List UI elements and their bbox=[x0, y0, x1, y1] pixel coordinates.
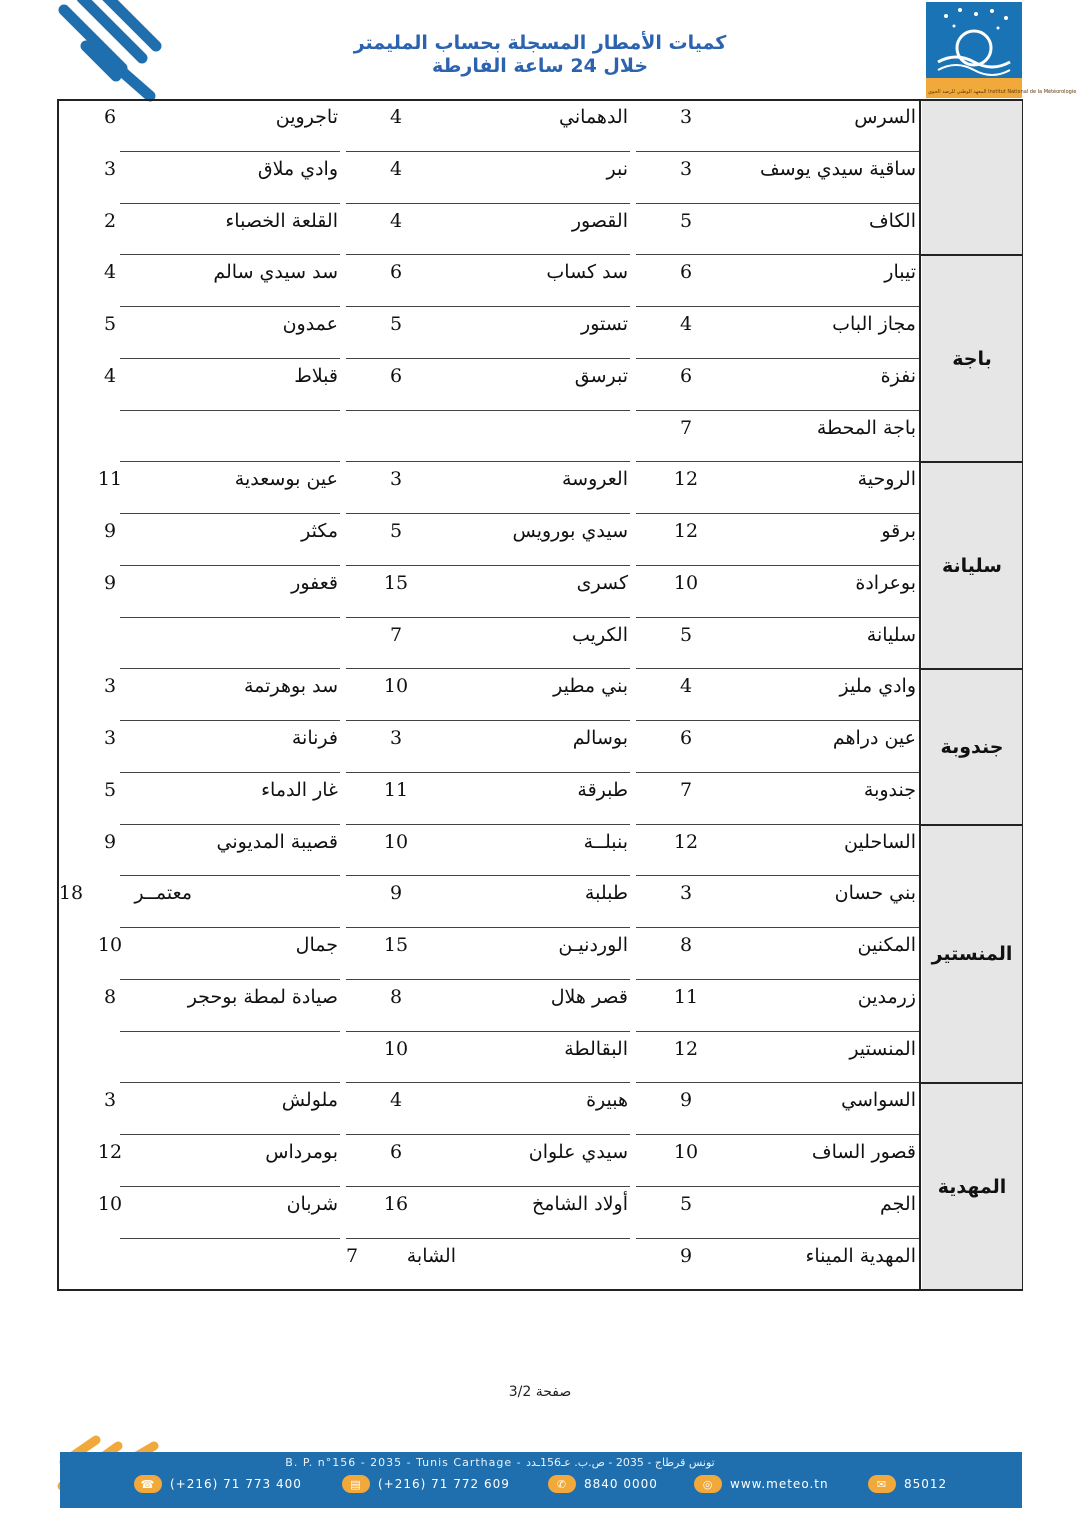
row-separator bbox=[346, 617, 630, 618]
station-name: قصر هلال bbox=[550, 985, 628, 1008]
footer-phone bbox=[134, 1473, 302, 1495]
row-separator bbox=[120, 617, 340, 618]
row-separator bbox=[120, 720, 340, 721]
rainfall-value: 9 bbox=[389, 882, 403, 905]
logo-emblem-icon bbox=[926, 2, 1022, 78]
station-name: تيبار bbox=[884, 261, 916, 284]
station-name: فرنانة bbox=[291, 727, 338, 749]
rainfall-value: 5 bbox=[103, 778, 117, 801]
row-separator bbox=[636, 565, 919, 566]
row-separator bbox=[120, 410, 340, 411]
row-separator bbox=[636, 461, 919, 462]
rainfall-value: 10 bbox=[673, 571, 699, 594]
row-separator bbox=[346, 668, 630, 669]
rainfall-value: 3 bbox=[389, 468, 403, 491]
row-separator bbox=[346, 979, 630, 980]
station-name: هبيرة bbox=[586, 1089, 628, 1112]
station-name: بنبلــة bbox=[583, 830, 628, 853]
title-line-2: خلال 24 ساعة الفارطة bbox=[431, 55, 649, 77]
rainfall-value: 10 bbox=[97, 1192, 123, 1215]
sms-number: 85012 bbox=[904, 1477, 948, 1491]
station-name: السرس bbox=[854, 106, 916, 128]
station-name: غار الدماء bbox=[261, 778, 338, 801]
rainfall-value: 10 bbox=[383, 830, 409, 853]
row-separator bbox=[636, 1134, 919, 1135]
station-name: طبلبة bbox=[584, 882, 628, 905]
web-icon: ◎ bbox=[694, 1475, 722, 1493]
rainfall-value: 6 bbox=[103, 106, 117, 128]
rainfall-value: 6 bbox=[679, 364, 693, 387]
rainfall-value: 3 bbox=[103, 1089, 117, 1112]
row-separator bbox=[346, 306, 630, 307]
rainfall-value: 4 bbox=[389, 209, 403, 232]
table-border-left bbox=[57, 99, 59, 1289]
station-name: معتمــر bbox=[134, 882, 192, 905]
rainfall-value: 7 bbox=[345, 1244, 359, 1267]
rainfall-value: 12 bbox=[673, 830, 699, 853]
hotline-number: 8840 0000 bbox=[584, 1477, 658, 1491]
footer-sms bbox=[868, 1473, 947, 1495]
station-name: قعفور bbox=[291, 571, 338, 594]
station-name: تستور bbox=[581, 313, 628, 335]
rainfall-value: 4 bbox=[103, 364, 117, 387]
row-separator bbox=[636, 203, 919, 204]
station-name: تاجروين bbox=[275, 106, 338, 128]
region-label: المنستير bbox=[931, 942, 1013, 965]
row-separator bbox=[636, 358, 919, 359]
station-name: المكنين bbox=[857, 934, 916, 956]
rainfall-value: 8 bbox=[103, 985, 117, 1008]
rainfall-value: 5 bbox=[389, 520, 403, 542]
rainfall-value: 3 bbox=[389, 727, 403, 749]
row-separator bbox=[346, 1082, 630, 1083]
station-name: برقو bbox=[881, 520, 916, 542]
footer-hotline bbox=[548, 1473, 658, 1495]
sms-icon: ✉ bbox=[868, 1475, 896, 1493]
station-name: نفزة bbox=[880, 364, 916, 387]
row-separator bbox=[346, 513, 630, 514]
station-name: السواسي bbox=[841, 1089, 916, 1112]
rainfall-value: 9 bbox=[103, 520, 117, 542]
region-cell bbox=[922, 101, 1022, 254]
rainfall-value: 4 bbox=[103, 261, 117, 284]
rainfall-value: 4 bbox=[679, 675, 693, 698]
rainfall-value: 8 bbox=[679, 934, 693, 956]
rainfall-value: 11 bbox=[383, 778, 409, 801]
station-name: بني حسان bbox=[834, 882, 916, 905]
rainfall-value: 15 bbox=[383, 571, 409, 594]
footer-address: B. P. n°156 - 2035 - Tunis Carthage - تونس قرطاج - 2035 - ص.ب. عـ156ـدد bbox=[285, 1456, 715, 1469]
row-separator bbox=[346, 1134, 630, 1135]
region-separator bbox=[919, 668, 1023, 670]
station-name: الروحية bbox=[857, 468, 916, 491]
rainfall-value: 3 bbox=[679, 106, 693, 128]
station-name: مجاز الباب bbox=[832, 313, 916, 335]
rainfall-value: 3 bbox=[103, 157, 117, 180]
row-separator bbox=[346, 720, 630, 721]
rainfall-value: 5 bbox=[103, 313, 117, 335]
station-name: أولاد الشامخ bbox=[531, 1192, 628, 1215]
website-link[interactable]: www.meteo.tn bbox=[730, 1477, 829, 1491]
station-name: الدهماني bbox=[559, 106, 628, 128]
station-name: مكثر bbox=[301, 520, 338, 542]
station-name: سد كساب bbox=[546, 261, 628, 284]
row-separator bbox=[636, 151, 919, 152]
station-name: باجة المحطة bbox=[816, 416, 916, 439]
rainfall-value bbox=[60, 619, 160, 671]
row-separator bbox=[346, 875, 630, 876]
row-separator bbox=[636, 927, 919, 928]
row-separator bbox=[636, 617, 919, 618]
station-name: ملولش bbox=[281, 1089, 338, 1112]
rainfall-value: 7 bbox=[679, 416, 693, 439]
station-name: بومرداس bbox=[265, 1141, 338, 1163]
region-label: جندوبة bbox=[940, 735, 1004, 758]
rainfall-value: 3 bbox=[103, 727, 117, 749]
row-separator bbox=[346, 824, 630, 825]
region-separator bbox=[919, 461, 1023, 463]
row-separator bbox=[346, 151, 630, 152]
station-name: الوردنيـن bbox=[558, 934, 628, 956]
row-separator bbox=[120, 1186, 340, 1187]
logo-band bbox=[926, 78, 1077, 98]
row-separator bbox=[120, 565, 340, 566]
station-name: العروسة bbox=[562, 468, 628, 491]
rainfall-value: 9 bbox=[103, 830, 117, 853]
row-separator bbox=[120, 461, 340, 462]
rainfall-value: 18 bbox=[58, 882, 84, 905]
region-cell bbox=[922, 670, 1022, 823]
station-name: القلعة الخصباء bbox=[225, 209, 338, 232]
row-separator bbox=[120, 927, 340, 928]
row-separator bbox=[120, 875, 340, 876]
row-separator bbox=[120, 1031, 340, 1032]
station-name: بوعرادة bbox=[855, 571, 916, 594]
rainfall-value: 4 bbox=[389, 106, 403, 128]
region-cell bbox=[922, 463, 1022, 668]
row-separator bbox=[346, 254, 630, 255]
row-separator bbox=[120, 203, 340, 204]
station-name: عين دراهم bbox=[832, 727, 916, 749]
row-separator bbox=[120, 306, 340, 307]
station-name: وادي مليز bbox=[839, 675, 916, 698]
rainfall-value: 4 bbox=[679, 313, 693, 335]
rainfall-value: 7 bbox=[389, 623, 403, 646]
rainfall-value: 12 bbox=[673, 520, 699, 542]
row-separator bbox=[120, 1082, 340, 1083]
station-name: شربان bbox=[286, 1192, 338, 1215]
row-separator bbox=[120, 513, 340, 514]
row-separator bbox=[636, 306, 919, 307]
row-separator bbox=[346, 772, 630, 773]
region-separator bbox=[919, 254, 1023, 256]
row-separator bbox=[120, 254, 340, 255]
station-name: نبر bbox=[606, 157, 628, 180]
rainfall-value: 7 bbox=[679, 778, 693, 801]
rainfall-value: 8 bbox=[389, 985, 403, 1008]
rainfall-value: 12 bbox=[673, 468, 699, 491]
row-separator bbox=[120, 358, 340, 359]
fax-icon: ▤ bbox=[342, 1475, 370, 1493]
rainfall-value: 6 bbox=[389, 1141, 403, 1163]
rainfall-value: 6 bbox=[679, 727, 693, 749]
row-separator bbox=[120, 1238, 340, 1239]
station-name: القصور bbox=[571, 209, 628, 232]
rainfall-value: 10 bbox=[97, 934, 123, 956]
institute-logo bbox=[926, 2, 1077, 98]
rainfall-value: 9 bbox=[679, 1089, 693, 1112]
rainfall-value: 4 bbox=[389, 1089, 403, 1112]
station-name: جندوبة bbox=[863, 778, 916, 801]
row-separator bbox=[346, 565, 630, 566]
footer-fax bbox=[342, 1473, 510, 1495]
row-separator bbox=[346, 461, 630, 462]
rainfall-value: 6 bbox=[389, 261, 403, 284]
row-separator bbox=[346, 1238, 630, 1239]
row-separator bbox=[120, 1134, 340, 1135]
rainfall-value: 9 bbox=[679, 1244, 693, 1267]
row-separator bbox=[636, 979, 919, 980]
station-name: قصور الساف bbox=[811, 1141, 916, 1163]
rainfall-value: 3 bbox=[679, 157, 693, 180]
row-separator bbox=[636, 668, 919, 669]
region-cell bbox=[922, 256, 1022, 461]
row-separator bbox=[636, 1082, 919, 1083]
station-name: وادي ملاق bbox=[257, 157, 338, 180]
station-name: بوسالم bbox=[572, 727, 628, 749]
phone-number: (+216) 71 773 400 bbox=[170, 1477, 302, 1491]
station-name: الشابة bbox=[406, 1244, 456, 1267]
footer-website[interactable] bbox=[694, 1473, 829, 1495]
station-name: الكريب bbox=[572, 623, 628, 646]
rainfall-value: 9 bbox=[103, 571, 117, 594]
logo-caption: المعهد الوطني للرصد الجوي Institut National de la Météorologie bbox=[928, 89, 1077, 95]
station-name: سليانة bbox=[866, 623, 916, 646]
rainfall-value bbox=[60, 1033, 160, 1085]
station-name: تبرسق bbox=[574, 364, 628, 387]
row-separator bbox=[346, 358, 630, 359]
row-separator bbox=[636, 1031, 919, 1032]
station-name: قصيبة المديوني bbox=[216, 830, 338, 853]
region-label: المهدية bbox=[937, 1175, 1007, 1198]
rainfall-value: 4 bbox=[389, 157, 403, 180]
station-name: عمدون bbox=[282, 313, 338, 335]
row-separator bbox=[636, 1238, 919, 1239]
rainfall-value: 6 bbox=[389, 364, 403, 387]
rainfall-value: 10 bbox=[383, 675, 409, 698]
fax-number: (+216) 71 772 609 bbox=[378, 1477, 510, 1491]
station-name: سد بوهرتمة bbox=[244, 675, 338, 698]
rainfall-value: 10 bbox=[383, 1037, 409, 1060]
station-name: عين بوسعدية bbox=[234, 468, 338, 491]
rainfall-value: 5 bbox=[679, 209, 693, 232]
page-number: صفحة 3/2 bbox=[508, 1384, 572, 1400]
rainfall-value: 16 bbox=[383, 1192, 409, 1215]
rainfall-value bbox=[60, 1240, 160, 1292]
page-title bbox=[300, 32, 780, 78]
station-name: قبلاط bbox=[294, 364, 338, 387]
row-separator bbox=[346, 1186, 630, 1187]
row-separator bbox=[636, 410, 919, 411]
rainfall-value bbox=[356, 412, 436, 464]
station-name: سيدي بورويس bbox=[512, 520, 628, 542]
station-name: ساقية سيدي يوسف bbox=[760, 157, 916, 180]
rainfall-value: 3 bbox=[679, 882, 693, 905]
station-name: جمال bbox=[295, 934, 338, 956]
row-separator bbox=[636, 772, 919, 773]
row-separator bbox=[120, 772, 340, 773]
row-separator bbox=[636, 875, 919, 876]
station-name: زرمدين bbox=[857, 985, 916, 1008]
station-name: المنستير bbox=[849, 1037, 916, 1060]
station-name: الساحلين bbox=[843, 830, 916, 853]
station-name: المهدية الميناء bbox=[805, 1244, 916, 1267]
station-name: البقالطة bbox=[564, 1037, 628, 1060]
row-separator bbox=[120, 151, 340, 152]
row-separator bbox=[636, 720, 919, 721]
phone-icon: ☎ bbox=[134, 1475, 162, 1493]
region-label: سليانة bbox=[942, 554, 1002, 577]
station-name: سد سيدي سالم bbox=[213, 261, 338, 284]
brand-stripes-icon bbox=[50, 0, 170, 100]
region-column-divider bbox=[919, 99, 921, 1289]
rainfall-value: 15 bbox=[383, 934, 409, 956]
hotline-icon: ✆ bbox=[548, 1475, 576, 1493]
region-label: باجة bbox=[952, 347, 992, 370]
row-separator bbox=[636, 1186, 919, 1187]
row-separator bbox=[346, 927, 630, 928]
row-separator bbox=[346, 203, 630, 204]
rainfall-value: 5 bbox=[389, 313, 403, 335]
rainfall-value: 5 bbox=[679, 623, 693, 646]
rainfall-value: 12 bbox=[97, 1141, 123, 1163]
row-separator bbox=[120, 824, 340, 825]
region-separator bbox=[919, 1082, 1023, 1084]
station-name: بني مطير bbox=[553, 675, 628, 698]
row-separator bbox=[636, 254, 919, 255]
station-name: الكاف bbox=[868, 209, 916, 232]
region-separator bbox=[919, 824, 1023, 826]
title-line-1: كميات الأمطار المسجلة بحساب المليمتر bbox=[353, 32, 727, 54]
row-separator bbox=[120, 979, 340, 980]
rainfall-value: 3 bbox=[103, 675, 117, 698]
station-name: سيدي علوان bbox=[528, 1141, 628, 1163]
row-separator bbox=[346, 1031, 630, 1032]
rainfall-value: 5 bbox=[679, 1192, 693, 1215]
rainfall-value: 2 bbox=[103, 209, 117, 232]
rainfall-value: 6 bbox=[679, 261, 693, 284]
region-cell bbox=[922, 826, 1022, 1083]
row-separator bbox=[636, 513, 919, 514]
station-name: كسرى bbox=[576, 571, 628, 594]
station-name: طبرقة bbox=[577, 778, 628, 801]
rainfall-value: 10 bbox=[673, 1141, 699, 1163]
rainfall-value bbox=[60, 412, 160, 464]
row-separator bbox=[346, 410, 630, 411]
region-cell bbox=[922, 1084, 1022, 1289]
rainfall-value: 11 bbox=[673, 985, 699, 1008]
row-separator bbox=[636, 824, 919, 825]
rainfall-value: 11 bbox=[97, 468, 123, 491]
station-name: الجم bbox=[880, 1192, 916, 1215]
rainfall-value: 12 bbox=[673, 1037, 699, 1060]
station-name: صيادة لمطة بوحجر bbox=[187, 985, 338, 1008]
row-separator bbox=[120, 668, 340, 669]
